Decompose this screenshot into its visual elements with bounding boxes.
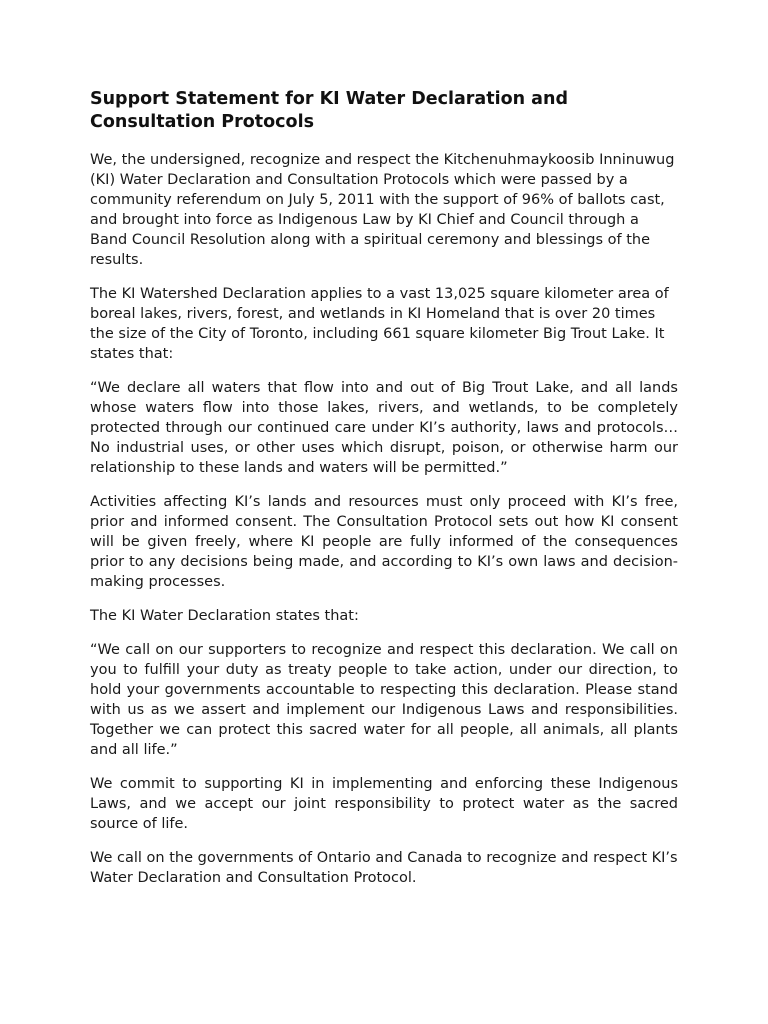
document-title: Support Statement for KI Water Declaration and Consultation Protocols	[90, 89, 568, 132]
paragraph-call-to-governments: We call on the governments of Ontario and Canada to recognize and respect KI’s Water Declaration and Consultation Protocol.	[90, 850, 678, 886]
document-page	[90, 88, 678, 902]
paragraph-declaration-intro: The KI Water Declaration states that:	[90, 608, 359, 624]
paragraph-declaration-quote: “We declare all waters that flow into and out of Big Trout Lake, and all lands whose waters flow into those lakes, rivers, and wetlands, to be completely protected through our continued care under KI’s authority, laws and protocols… No industrial uses, or other uses which disrupt, poison, or otherwise harm our relationship to these lands and waters will be permitted.”	[90, 380, 678, 476]
paragraph-commitment: We commit to supporting KI in implementing and enforcing these Indigenous Laws, and we accept our joint responsibility to protect water as the sacred source of life.	[90, 776, 678, 832]
paragraph-recognition: We, the undersigned, recognize and respect the Kitchenuhmaykoosib Inninuwug (KI) Water Declaration and Consultation Protocols which were passed by a community referendum on July 5, 2011 with the support of 96% of ballots cast, and brought into force as Indigenous Law by KI Chief and Council through a Band Council Resolution along with a spiritual ceremony and blessings of the results.	[90, 152, 675, 268]
paragraph-supporters-quote: “We call on our supporters to recognize and respect this declaration. We call on you to fulfill your duty as treaty people to take action, under our direction, to hold your governments accountable to respecting this declaration. Please stand with us as we assert and implement our Indigenous Laws and responsibilities. Together we can protect this sacred water for all people, all animals, all plants and all life.”	[90, 642, 678, 758]
paragraph-watershed-scope: The KI Watershed Declaration applies to a vast 13,025 square kilometer area of boreal lakes, rivers, forest, and wetlands in KI Homeland that is over 20 times the size of the City of Toronto, including 661 square kilometer Big Trout Lake. It states that:	[90, 286, 669, 362]
paragraph-consent: Activities affecting KI’s lands and resources must only proceed with KI’s free, prior and informed consent. The Consultation Protocol sets out how KI consent will be given freely, where KI people are fully informed of the consequences prior to any decisions being made, and according to KI’s own laws and decision-making processes.	[90, 494, 678, 590]
